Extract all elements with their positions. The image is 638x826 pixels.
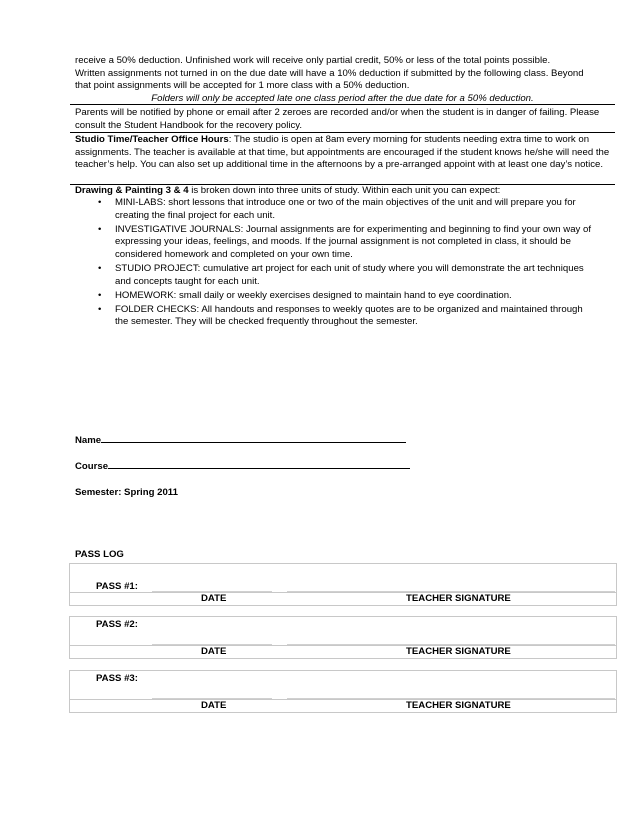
list-item (75, 224, 595, 262)
studio-time-paragraph (75, 134, 610, 172)
pass-label: PASS #2: (96, 619, 138, 630)
course-field-row (75, 461, 410, 474)
name-field[interactable] (101, 442, 406, 443)
date-caption: DATE (201, 646, 227, 657)
pass-log-title: PASS LOG (75, 549, 124, 560)
pass-entry (69, 616, 617, 659)
late-work-policy (75, 55, 605, 105)
policy-line-3: that point assignments will be accepted for 1 more class with a 50% deduction. (75, 80, 410, 92)
date-caption: DATE (201, 593, 227, 604)
pass-entry (69, 563, 617, 606)
unit-expectations-list (75, 197, 595, 330)
section-divider (70, 132, 615, 133)
bullet-icon: • (98, 197, 102, 208)
list-item-text: STUDIO PROJECT: cumulative art project for each unit of study where you will demonstrate the art techniques and concepts taught for each unit. (115, 262, 584, 287)
list-item (75, 263, 595, 288)
parents-notification: Parents will be notified by phone or email after 2 zeroes are recorded and/or when the student is in danger of failing. Please consult the Student Handbook for the recovery policy. (75, 107, 600, 131)
list-item-text: FOLDER CHECKS: All handouts and responses to weekly quotes are to be organized and maintained through the semester. They will be checked frequently throughout the semester. (115, 303, 583, 328)
section-divider (70, 104, 615, 105)
list-item-text: HOMEWORK: small daily or weekly exercises designed to maintain hand to eye coordination. (115, 289, 512, 301)
folders-late-note: Folders will only be accepted late one class period after the due date for a 50% deduction. (151, 92, 534, 104)
row-divider (70, 645, 616, 646)
list-item (75, 290, 595, 303)
course-field[interactable] (108, 468, 410, 469)
teacher-signature-caption: TEACHER SIGNATURE (406, 646, 511, 657)
pass-label: PASS #3: (96, 673, 138, 684)
pass-entry (69, 670, 617, 713)
policy-line-1: receive a 50% deduction. Unfinished work will receive only partial credit, 50% or less of the total points possible. (75, 55, 551, 66)
list-item (75, 197, 595, 222)
units-intro (75, 185, 610, 198)
name-label: Name (75, 435, 102, 446)
row-divider (70, 699, 616, 700)
name-field-row (75, 435, 406, 448)
row-divider (70, 592, 616, 593)
units-intro-text: is broken down into three units of study. Within each unit you can expect: (188, 185, 501, 196)
teacher-signature-caption: TEACHER SIGNATURE (406, 700, 511, 711)
bullet-icon: • (98, 289, 102, 301)
course-name: Drawing & Painting 3 & 4 (75, 185, 189, 196)
studio-time-body: : The studio is open at 8am every morning for students needing extra time to work on assignments. The teacher is available at that time, but appointments are encouraged if the student knows he/she will need the teacher’s help. You can also set up additional time in the afternoons by a pre-arranged appoint with at least one day’s notice. (75, 134, 610, 171)
bullet-icon: • (98, 223, 102, 235)
semester-label: Semester: Spring 2011 (75, 487, 178, 498)
teacher-signature-caption: TEACHER SIGNATURE (406, 593, 511, 604)
list-item (75, 304, 595, 329)
pass-label: PASS #1: (96, 581, 138, 592)
bullet-icon: • (98, 262, 102, 274)
studio-time-heading: Studio Time/Teacher Office Hours (75, 134, 229, 145)
course-label: Course (75, 461, 109, 472)
date-caption: DATE (201, 700, 227, 711)
list-item-text: MINI-LABS: short lessons that introduce one or two of the main objectives of the unit and will prepare you for creating the final project for each unit. (115, 197, 576, 221)
policy-line-2: Written assignments not turned in on the due date will have a 10% deduction if submitted by the following class. Beyond (75, 67, 584, 79)
list-item-text: INVESTIGATIVE JOURNALS: Journal assignments are for experimenting and beginning to find your own way of expressing your ideas, feelings, and moods. If the journal assignment is not completed in class, it should be considered homework and completed on your own time. (115, 223, 592, 260)
bullet-icon: • (98, 303, 102, 315)
